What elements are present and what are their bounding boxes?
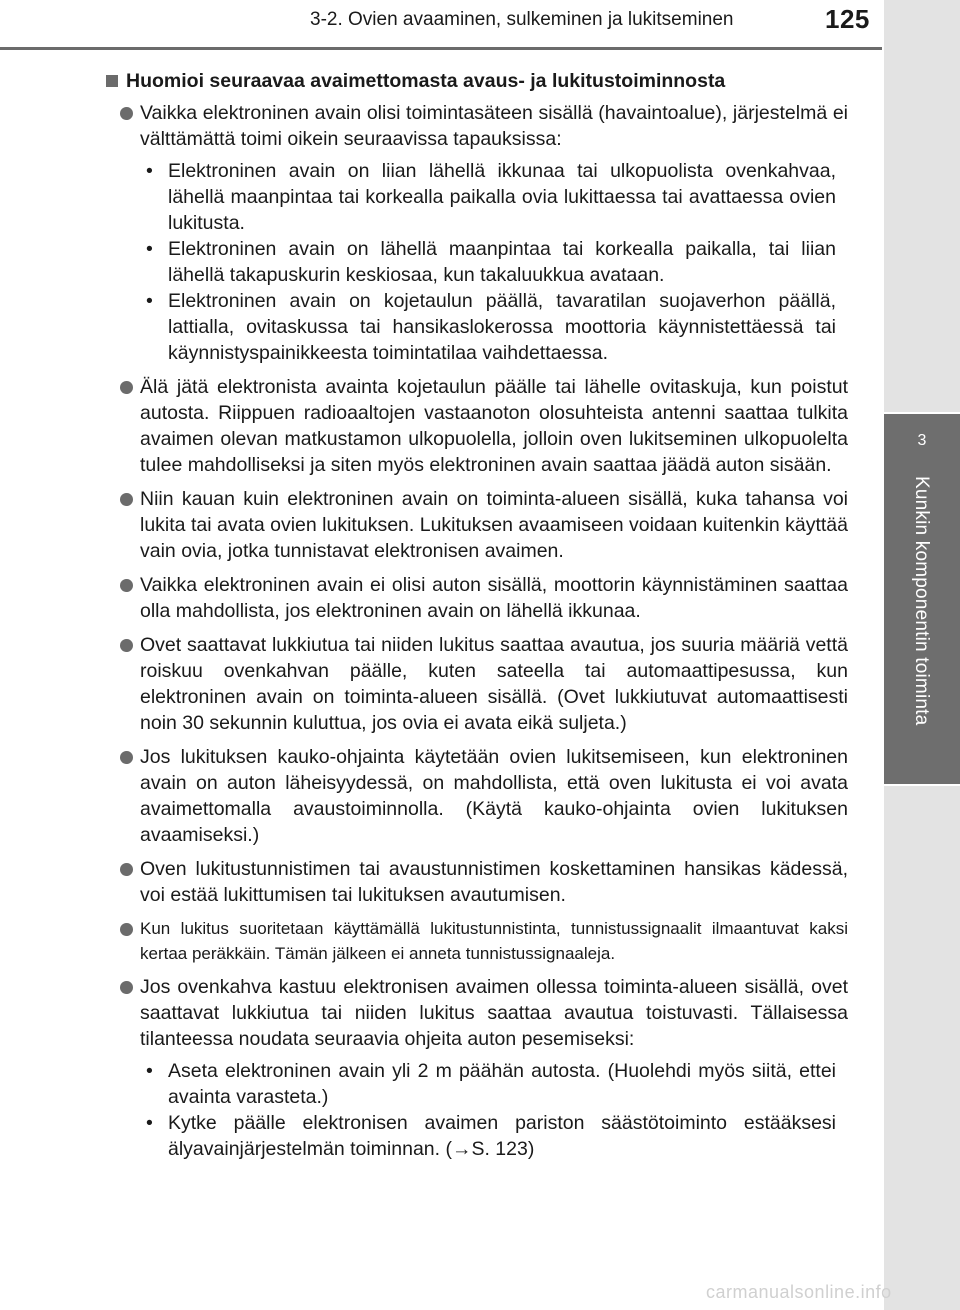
circle-bullet-icon <box>120 107 133 120</box>
sub-list <box>140 158 848 366</box>
chapter-label: Kunkin komponentin toiminta <box>911 476 932 726</box>
page-number: 125 <box>825 4 870 34</box>
main-content <box>106 68 848 1170</box>
sub-bullet-icon: • <box>146 290 153 312</box>
list-item-text: Älä jätä elektronista avainta kojetaulun päälle tai lähelle ovitaskuja, kun poistut autosta. Riippuen radioaaltojen vastaanoton olosuhteista antenni saattaa tulkita avaimen olevan matkustamon ulkopuolella, jolloin oven lukitseminen ulkopuolelta tulee mahdolliseksi ja siten myös elektroninen avain saattaa jäädä auton sisään. <box>140 376 848 476</box>
circle-bullet-icon <box>120 579 133 592</box>
circle-bullet-icon <box>120 863 133 876</box>
list-item <box>110 100 848 366</box>
square-bullet-icon <box>106 75 118 87</box>
list-item-text: Jos lukituksen kauko-ohjainta käytetään ovien lukitsemiseen, kun elektroninen avain on auton läheisyydessä, on mahdollista, että oven lukitusta ei voi avata avaimettomalla avaustoiminnolla. (Käytä kauko-ohjainta ovien lukituksen avaamiseksi.) <box>140 746 848 846</box>
circle-bullet-icon <box>120 981 133 994</box>
list-item-text: Vaikka elektroninen avain olisi toimintasäteen sisällä (havaintoalue), järjestelmä ei välttämättä toimi oikein seuraavissa tapauksissa: <box>140 102 848 150</box>
sub-bullet-icon: • <box>146 238 153 260</box>
list-item <box>110 744 848 848</box>
list-item-text: Vaikka elektroninen avain ei olisi auton sisällä, moottorin käynnistäminen saattaa olla mahdollista, jos elektroninen avain on lähellä ikkunaa. <box>140 574 848 622</box>
list-item <box>110 374 848 478</box>
chapter-side-tab <box>884 414 960 784</box>
list-item <box>110 916 848 966</box>
circle-bullet-icon <box>120 751 133 764</box>
section-heading-text: Huomioi seuraavaa avaimettomasta avaus- ja lukitustoiminnosta <box>126 70 726 92</box>
list-item <box>110 572 848 624</box>
side-tab-lower-strip <box>884 786 960 1310</box>
sub-list-item <box>142 1058 836 1110</box>
circle-bullet-icon <box>120 639 133 652</box>
sub-bullet-icon: • <box>146 1060 153 1082</box>
section-title: 3-2. Ovien avaaminen, sulkeminen ja lukitseminen <box>310 9 734 30</box>
list-item <box>110 856 848 908</box>
sub-list-item-text: Elektroninen avain on kojetaulun päällä, tavaratilan suojaverhon päällä, lattialla, ovitaskussa tai hansikaslokerossa moottoria käynnistettäessä tai käynnistyspainikkeesta toimintatilaa vaihdettaessa. <box>168 290 836 364</box>
sub-list <box>140 1058 848 1162</box>
sub-list-item-text: Aseta elektroninen avain yli 2 m päähän autosta. (Huolehdi myös siitä, ettei avainta varasteta.) <box>168 1060 836 1108</box>
sub-list-item-text: Elektroninen avain on lähellä maanpintaa tai korkealla paikalla, tai liian lähellä takapuskurin keskiosaa, kun takaluukkua avataan. <box>168 238 836 286</box>
page-header <box>0 0 882 46</box>
sub-bullet-icon: • <box>146 160 153 182</box>
circle-bullet-icon <box>120 923 133 936</box>
section-heading <box>106 68 848 94</box>
sub-list-item <box>142 1110 836 1162</box>
sub-list-item <box>142 236 836 288</box>
circle-bullet-icon <box>120 493 133 506</box>
list-item <box>110 632 848 736</box>
list-item-text: Oven lukitustunnistimen tai avaustunnistimen koskettaminen hansikas kädessä, voi estää lukittumisen tai lukituksen avautumisen. <box>140 858 848 906</box>
chapter-number: 3 <box>917 432 927 449</box>
sub-list-item <box>142 288 836 366</box>
header-divider <box>0 47 882 50</box>
circle-bullet-icon <box>120 381 133 394</box>
list-item <box>110 974 848 1162</box>
list-item-text: Kun lukitus suoritetaan käyttämällä lukitustunnistinta, tunnistussignaalit ilmaantuvat kaksi kertaa peräkkäin. Tämän jälkeen ei anneta tunnistussignaaleja. <box>140 919 848 963</box>
side-tab-upper-strip <box>884 0 960 412</box>
watermark: carmanualsonline.info <box>706 1282 892 1302</box>
bullet-list <box>106 100 848 1162</box>
list-item-text: Jos ovenkahva kastuu elektronisen avaimen ollessa toiminta-alueen sisällä, ovet saattavat lukkiutua tai niiden lukitus saattaa avautua toistuvasti. Tällaisessa tilanteessa noudata seuraavia ohjeita auton pesemiseksi: <box>140 976 848 1050</box>
sub-bullet-icon: • <box>146 1112 153 1134</box>
list-item-text: Ovet saattavat lukkiutua tai niiden lukitus saattaa avautua, jos suuria määriä vettä roiskuu ovenkahvan päälle, kuten sateella tai automaattipesussa, kun elektroninen avain on toiminta-alueen sisällä. (Ovet lukkiutuvat automaattisesti noin 30 sekunnin kuluttua, jos ovia ei avata eikä suljeta.) <box>140 634 848 734</box>
sub-list-item <box>142 158 836 236</box>
sub-list-item-text: Kytke päälle elektronisen avaimen pariston säästötoiminto estääksesi älyavainjärjestelmän toiminnan. (→S. 123) <box>168 1112 836 1160</box>
sub-list-item-text: Elektroninen avain on liian lähellä ikkunaa tai ulkopuolista ovenkahvaa, lähellä maanpintaa tai korkealla paikalla ovia lukittaessa tai avattaessa ovien lukitusta. <box>168 160 836 234</box>
list-item-text: Niin kauan kuin elektroninen avain on toiminta-alueen sisällä, kuka tahansa voi lukita tai avata ovien lukituksen. Lukituksen avaamiseen voidaan kuitenkin käyttää vain ovia, jotka tunnistavat elektronisen avaimen. <box>140 488 848 562</box>
list-item <box>110 486 848 564</box>
